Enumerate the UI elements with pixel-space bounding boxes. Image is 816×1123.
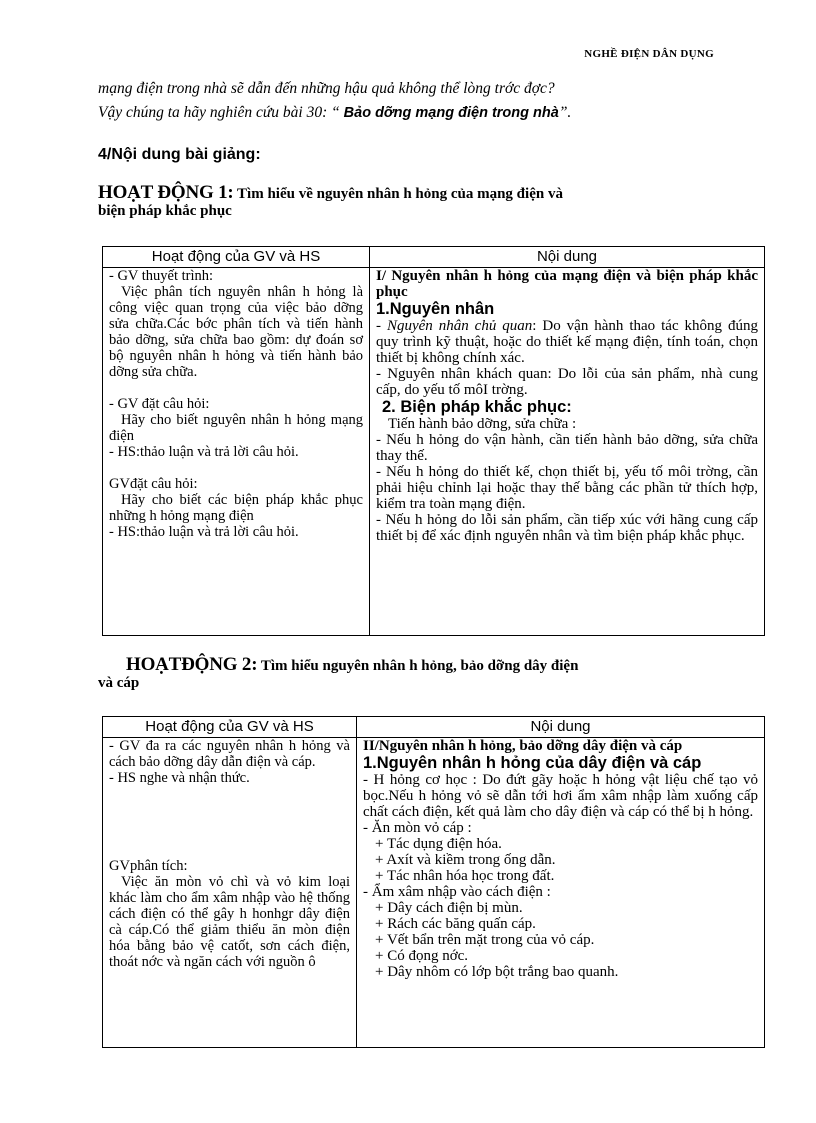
activity-1-table [102,246,765,636]
gv-line: - GV đa ra các nguyên nhân h hỏng và cách bảo dỡng dây dẫn điện và cáp. [109,738,350,770]
gv-line: GVphân tích: [109,858,188,874]
intro-paragraph [98,77,738,125]
content-list-item: + Vết bẩn trên mặt trong của vỏ cáp. [375,932,595,948]
content-line: - Ăn mòn vỏ cáp : [363,820,472,836]
col-header-content: Nội dung [370,247,765,268]
content-heading: I/ Nguyên nhân h hỏng của mạng điện và biện pháp khắc phục [376,268,758,300]
content-list-item: + Tác dụng điện hóa. [375,836,502,852]
gv-line: Việc phân tích nguyên nhân h hỏng là công việc quan trọng của việc bảo dỡng sửa chữa.Các bớc phân tích và tiến hành bảo dỡng, sửa chữa bao gồm: dự đoán sơ bộ nguyên nhân h hỏng và tiến hành bảo dỡng sửa chữa. [109,284,363,380]
intro-line-2 [98,101,738,125]
intro-line-2-start: Vậy chúng ta hãy nghiên cứu bài 30: “ [98,104,344,121]
content-subheading: 1.Nguyên nhân [376,300,495,318]
content-line: Tiến hành bảo dỡng, sửa chữa : [388,416,577,432]
teacher-student-cell [103,268,370,636]
content-line: - Nếu h hỏng do lỗi sản phẩm, cần tiếp xúc với hãng cung cấp thiết bị để xác định nguyên nhân và tìm biện pháp khắc phục. [376,512,758,544]
content-list-item: + Có đọng nớc. [375,948,469,964]
activity-2-label: HOẠTĐỘNG 2: [126,654,258,675]
subjective-cause-text: : Do vận hành thao tác không đúng quy trình kỹ thuật, hoặc do thiết kế mạng điện, tính toán, chọn thiết bị không chính xác. [376,318,759,366]
gv-line: Việc ăn mòn vỏ chì và vỏ kim loại khác làm cho ẩm xâm nhập vào hệ thống cách điện có thể gây h honhgr dây điện cà cáp.Có thể giảm thiểu ăn mòn điện hóa bằng bảo vệ catốt, sơn cách điện, thoát nớc và ngăn cách với nguồn ô [109,874,350,970]
content-subheading: 1.Nguyên nhân h hỏng của dây điện và cáp [363,754,702,772]
gv-line: - HS nghe và nhận thức. [109,770,250,786]
intro-line-2-end: ”. [558,104,572,121]
content-list-item: + Dây nhôm có lớp bột trắng bao quanh. [375,964,619,980]
activity-2-table [102,716,765,1048]
content-subheading: 2. Biện pháp khắc phục: [382,398,572,416]
content-list-item: + Axít và kiềm trong ống dẫn. [375,852,556,868]
gv-line: - GV thuyết trình: [109,268,214,284]
content-cell [357,738,765,1048]
content-heading: II/Nguyên nhân h hỏng, bảo dỡng dây điện và cáp [363,738,683,754]
content-list-item: + Rách các băng quấn cáp. [375,916,536,932]
content-line: - Nếu h hỏng do vận hành, cần tiến hành bảo dỡng, sửa chữa thay thế. [376,432,758,464]
section-title: 4/Nội dung bài giảng: [98,146,261,163]
activity-1-heading [98,184,738,220]
content-line: - Nguyên nhân chủ quan: Do vận hành thao tác không đúng quy trình kỹ thuật, hoặc do thiết kế mạng điện, tính toán, chọn thiết bị không chính xác. [376,318,759,366]
teacher-student-cell [103,738,357,1048]
gv-line: GVđặt câu hỏi: [109,476,198,492]
intro-line-1: mạng điện trong nhà sẽ dẫn đến những hậu quả không thể lòng trớc đợc? [98,80,555,97]
content-list-item: + Tác nhân hóa học trong đất. [375,868,555,884]
gv-line: - HS:thảo luận và trả lời câu hỏi. [109,444,299,460]
gv-line: - HS:thảo luận và trả lời câu hỏi. [109,524,299,540]
running-header: NGHỀ ĐIỆN DÂN DỤNG [584,48,714,60]
content-line: - Ẩm xâm nhập vào cách điện : [363,884,551,900]
activity-2-heading [98,656,738,692]
activity-2-title-line-2: và cáp [98,675,140,691]
gv-line: - GV đặt câu hỏi: [109,396,210,412]
content-line: - H hỏng cơ học : Do đứt gãy hoặc h hỏng vật liệu chế tạo vỏ bọc.Nếu h hỏng vỏ sẽ dẫn tới hơi ẩm xâm nhập làm xuống cấp chất cách điện, kết quả làm cho dây điện và cáp có thể bị h hỏng. [363,772,758,820]
content-list-item: + Dây cách điện bị mùn. [375,900,523,916]
col-header-activities: Hoạt động của GV và HS [103,247,370,268]
content-line: - Nguyên nhân khách quan: Do lỗi của sản phẩm, nhà cung cấp, do yếu tố môI trờng. [376,366,758,398]
subjective-cause-label: Nguyên nhân chủ quan [386,318,533,334]
col-header-activities: Hoạt động của GV và HS [103,717,357,738]
activity-1-title-line-2: biện pháp khắc phục [98,203,232,219]
gv-line: Hãy cho biết các biện pháp khắc phục những h hỏng mạng điện [109,492,363,524]
content-cell [370,268,765,636]
col-header-content: Nội dung [357,717,765,738]
lesson-title: Bảo dỡng mạng điện trong nhà [343,105,559,121]
activity-1-label: HOẠT ĐỘNG 1: [98,182,234,203]
gv-line: Hãy cho biết nguyên nhân h hỏng mạng điện [109,412,363,444]
activity-2-title: Tìm hiểu nguyên nhân h hỏng, bảo dỡng dây điện [257,658,579,674]
activity-1-title: Tìm hiểu về nguyên nhân h hỏng của mạng điện và [233,186,563,202]
content-line: - Nếu h hỏng do thiết kế, chọn thiết bị, yếu tố môi trờng, cần phải hiệu chỉnh lại hoặc thay thế bằng các phần tử thích hợp, kiểm tra toàn mạng điện. [376,464,758,512]
